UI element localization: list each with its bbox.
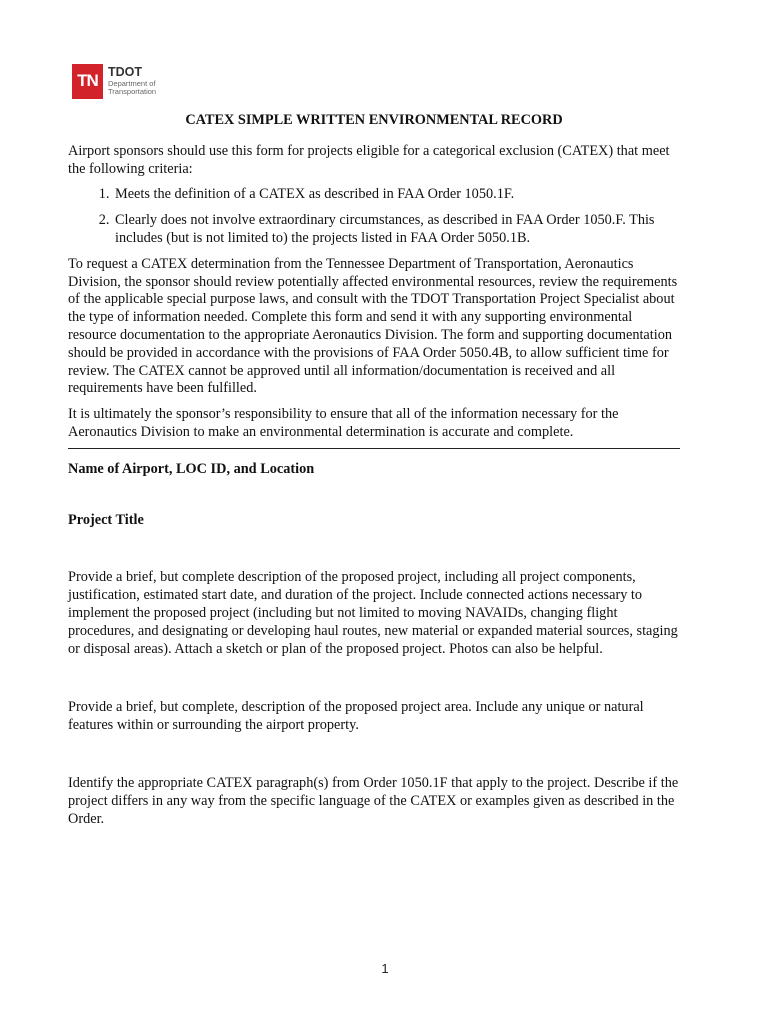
project-description-prompt: Provide a brief, but complete description of the proposed project, including all project components, justification, estimated start date, and duration of the project. Include connected actions necessary to implement the proposed project (including but not limited to moving NAVAIDs, changing flight procedures, and designating or developing haul routes, new material or expanded material sources, staging or disposal areas). Attach a sketch or plan of the proposed project. Photos can also be helpful. — [68, 569, 678, 657]
logo-sub-line2: Transportation — [108, 87, 157, 97]
project-title-heading: Project Title — [68, 511, 144, 528]
responsibility-paragraph: It is ultimately the sponsor’s responsibility to ensure that all of the information necessary for the Aeronautics Division to make an environmental determination is accurate and complete. — [68, 406, 619, 440]
criteria-item-2: 2. Clearly does not involve extraordinary circumstances, as described in FAA Order 1050.F. This includes (but is not limited to) the projects listed in FAA Order 5050.1B. — [113, 212, 680, 248]
airport-name-heading: Name of Airport, LOC ID, and Location — [68, 460, 315, 477]
tn-logo-mark: TN — [72, 64, 103, 99]
document-body — [68, 112, 680, 828]
catex-paragraph-prompt: Identify the appropriate CATEX paragraph(s) from Order 1050.1F that apply to the project. Describe if the project differs in any way from the specific language of the CATEX or examples given as described in the Order. — [68, 774, 679, 827]
document-title: CATEX SIMPLE WRITTEN ENVIRONMENTAL RECORD — [185, 112, 563, 128]
logo-text — [108, 66, 156, 96]
tdot-logo — [72, 62, 172, 100]
logo-sub-line1: Department of — [108, 79, 156, 89]
project-area-prompt: Provide a brief, but complete, description of the proposed project area. Include any unique or natural features within or surrounding the airport property. — [68, 699, 644, 734]
criteria-item-1: 1. Meets the definition of a CATEX as described in FAA Order 1050.1F. — [113, 186, 680, 204]
instructions-paragraph: To request a CATEX determination from the Tennessee Department of Transportation, Aeronautics Division, the sponsor should review potentially affected environmental resources, review the requirements of the applicable special purpose laws, and consult with the TDOT Transportation Project Specialist about the type of information needed. Complete this form and send it with any supporting environmental resource documentation to the appropriate Aeronautics Division. The form and supporting documentation should be provided in accordance with the provisions of FAA Order 5050.4B, to allow sufficient time for review. The CATEX cannot be approved until all information/documentation is received and all requirements have been fulfilled. — [68, 255, 678, 397]
criteria-list — [68, 186, 680, 247]
page-number: 1 — [381, 961, 389, 976]
intro-paragraph: Airport sponsors should use this form for projects eligible for a categorical exclusion (CATEX) that meet the following criteria: — [68, 142, 670, 177]
logo-brand: TDOT — [108, 64, 143, 79]
section-divider — [68, 448, 680, 449]
